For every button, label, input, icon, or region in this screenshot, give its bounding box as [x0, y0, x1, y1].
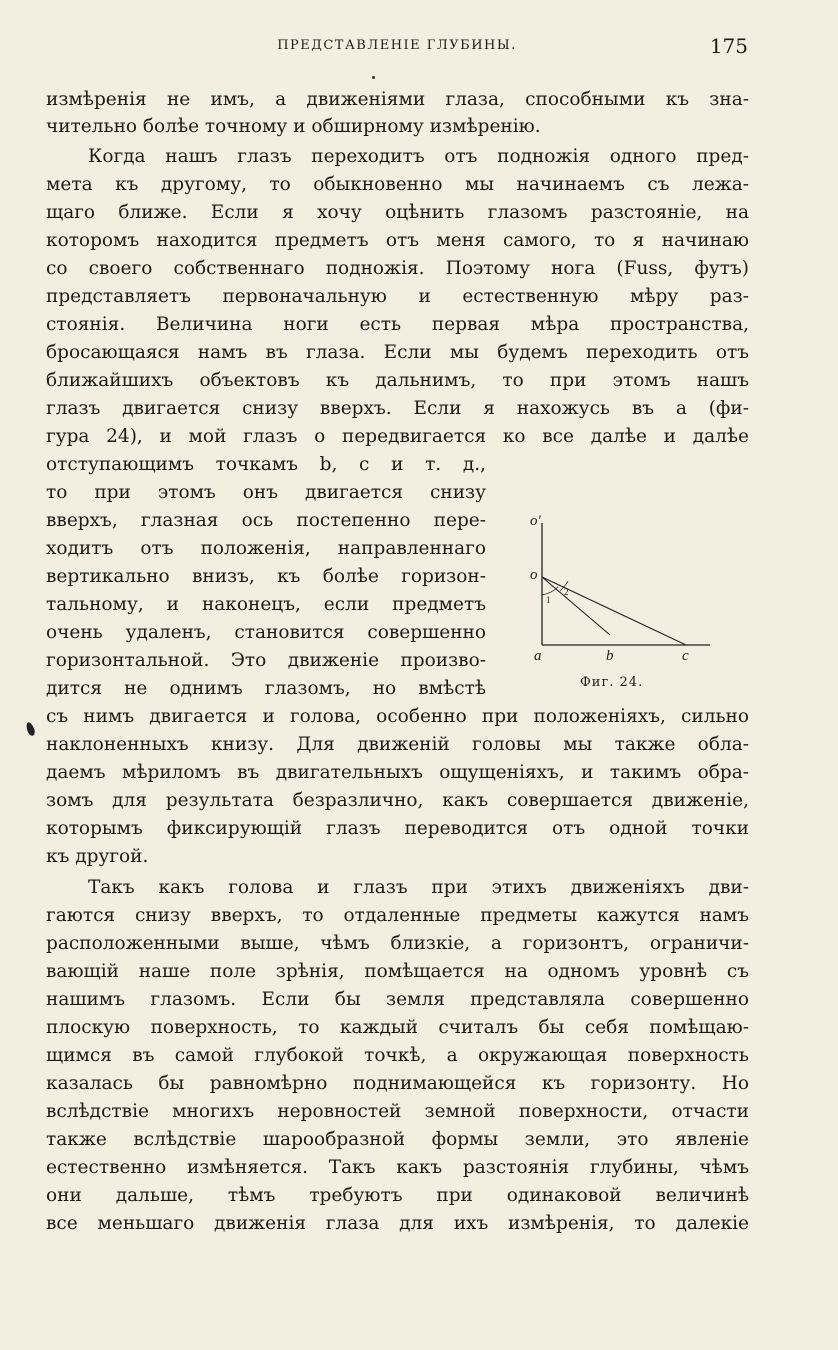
text-line: со своего собственнаго подножія. Поэтому нога (Fuss, футъ) — [46, 258, 749, 279]
text-line: нашимъ глазомъ. Если бы земля представляла совершенно — [46, 989, 749, 1010]
ink-blot-mark — [25, 721, 36, 737]
text-line: горизонтальной. Это движеніе произво- — [46, 650, 486, 671]
text-line: ближайшихъ объектовъ къ дальнимъ, то при этомъ нашъ — [46, 370, 749, 391]
text-line: къ другой. — [46, 846, 149, 867]
text-line: казалась бы равномѣрно поднимающейся къ горизонту. Но — [46, 1073, 749, 1094]
text-line: стоянія. Величина ноги есть первая мѣра пространства, — [46, 314, 749, 335]
text-line: вслѣдствіе многихъ неровностей земной поверхности, отчасти — [46, 1101, 749, 1122]
text-line: Когда нашъ глазъ переходитъ отъ подножія одного пред- — [88, 146, 749, 167]
running-head — [46, 34, 748, 58]
text-line: щаго ближе. Если я хочу оцѣнить глазомъ разстояніе, на — [46, 202, 749, 223]
label-o-prime: o' — [530, 513, 541, 529]
text-line: дится не однимъ глазомъ, но вмѣстѣ — [46, 678, 486, 699]
text-line: мета къ другому, то обыкновенно мы начинаемъ съ лежа- — [46, 174, 749, 195]
label-a: a — [534, 648, 542, 664]
text-line: отступающимъ точкамъ b, c и т. д., — [46, 454, 486, 475]
text-line: которымъ фиксирующій глазъ переводится отъ одной точки — [46, 818, 749, 839]
text-line: глазъ двигается снизу вверхъ. Если я нахожусь въ a (фи- — [46, 398, 749, 419]
text-line: также вслѣдствіе шарообразной формы земли, это явленіе — [46, 1129, 749, 1150]
text-line: ходитъ отъ положенія, направленнаго — [46, 538, 486, 559]
text-line: тальному, и наконецъ, если предметъ — [46, 594, 486, 615]
text-line: все меньшаго движенія глаза для ихъ измѣренія, то далекіе — [46, 1213, 749, 1234]
text-line: то при этомъ онъ двигается снизу — [46, 482, 486, 503]
page-number: 175 — [709, 34, 748, 58]
label-c: c — [682, 648, 689, 664]
text-line: естественно измѣняется. Такъ какъ разстоянія глубины, чѣмъ — [46, 1157, 749, 1178]
text-line: гаются снизу вверхъ, то отдаленные предметы кажутся намъ — [46, 905, 749, 926]
text-line: съ нимъ двигается и голова, особенно при положеніяхъ, сильно — [46, 706, 749, 727]
text-line: они дальше, тѣмъ требуютъ при одинаковой величинѣ — [46, 1185, 749, 1206]
text-line: очень удаленъ, становится совершенно — [46, 622, 486, 643]
label-angle-1: 1 — [546, 595, 551, 605]
text-line: представляетъ первоначальную и естественную мѣру раз- — [46, 286, 749, 307]
running-title: ПРЕДСТАВЛЕНІЕ ГЛУБИНЫ. — [277, 38, 517, 53]
text-line: наклоненныхъ книзу. Для движеній головы мы также обла- — [46, 734, 749, 755]
label-o: o — [530, 567, 538, 583]
text-line: бросающаяся намъ въ глаза. Если мы будемъ переходить отъ — [46, 342, 749, 363]
label-angle-2: 2 — [564, 587, 569, 597]
speck-mark — [372, 76, 375, 79]
text-line: вертикально внизъ, къ болѣе горизон- — [46, 566, 486, 587]
text-line: даемъ мѣриломъ въ двигательныхъ ощущеніяхъ, и такимъ обра- — [46, 762, 749, 783]
sight-line-b — [542, 577, 610, 635]
text-line: вающій наше поле зрѣнія, помѣщается на одномъ уровнѣ съ — [46, 961, 749, 982]
figure-diagram — [500, 495, 730, 675]
text-line: гура 24), и мой глазъ o передвигается ко все далѣе и далѣе — [46, 426, 749, 447]
text-line: которомъ находится предметъ отъ меня самого, то я начинаю — [46, 230, 749, 251]
text-line: щимся въ самой глубокой точкѣ, а окружающая поверхность — [46, 1045, 749, 1066]
text-line: Такъ какъ голова и глазъ при этихъ движеніяхъ дви- — [88, 877, 749, 898]
figure-caption: Фиг. 24. — [580, 675, 644, 690]
text-line: зомъ для результата безразлично, какъ совершается движеніе, — [46, 790, 749, 811]
text-line: измѣренія не имъ, а движеніями глаза, способными къ зна- — [46, 89, 749, 110]
figure-24 — [500, 495, 730, 695]
text-line: чительно болѣе точному и обширному измѣренію. — [46, 116, 541, 137]
label-b: b — [606, 648, 614, 664]
text-line: расположенными выше, чѣмъ близкіе, а горизонтъ, ограничи- — [46, 933, 749, 954]
text-line: вверхъ, глазная ось постепенно пере- — [46, 510, 486, 531]
text-line: плоскую поверхность, то каждый считалъ бы себя помѣщаю- — [46, 1017, 749, 1038]
